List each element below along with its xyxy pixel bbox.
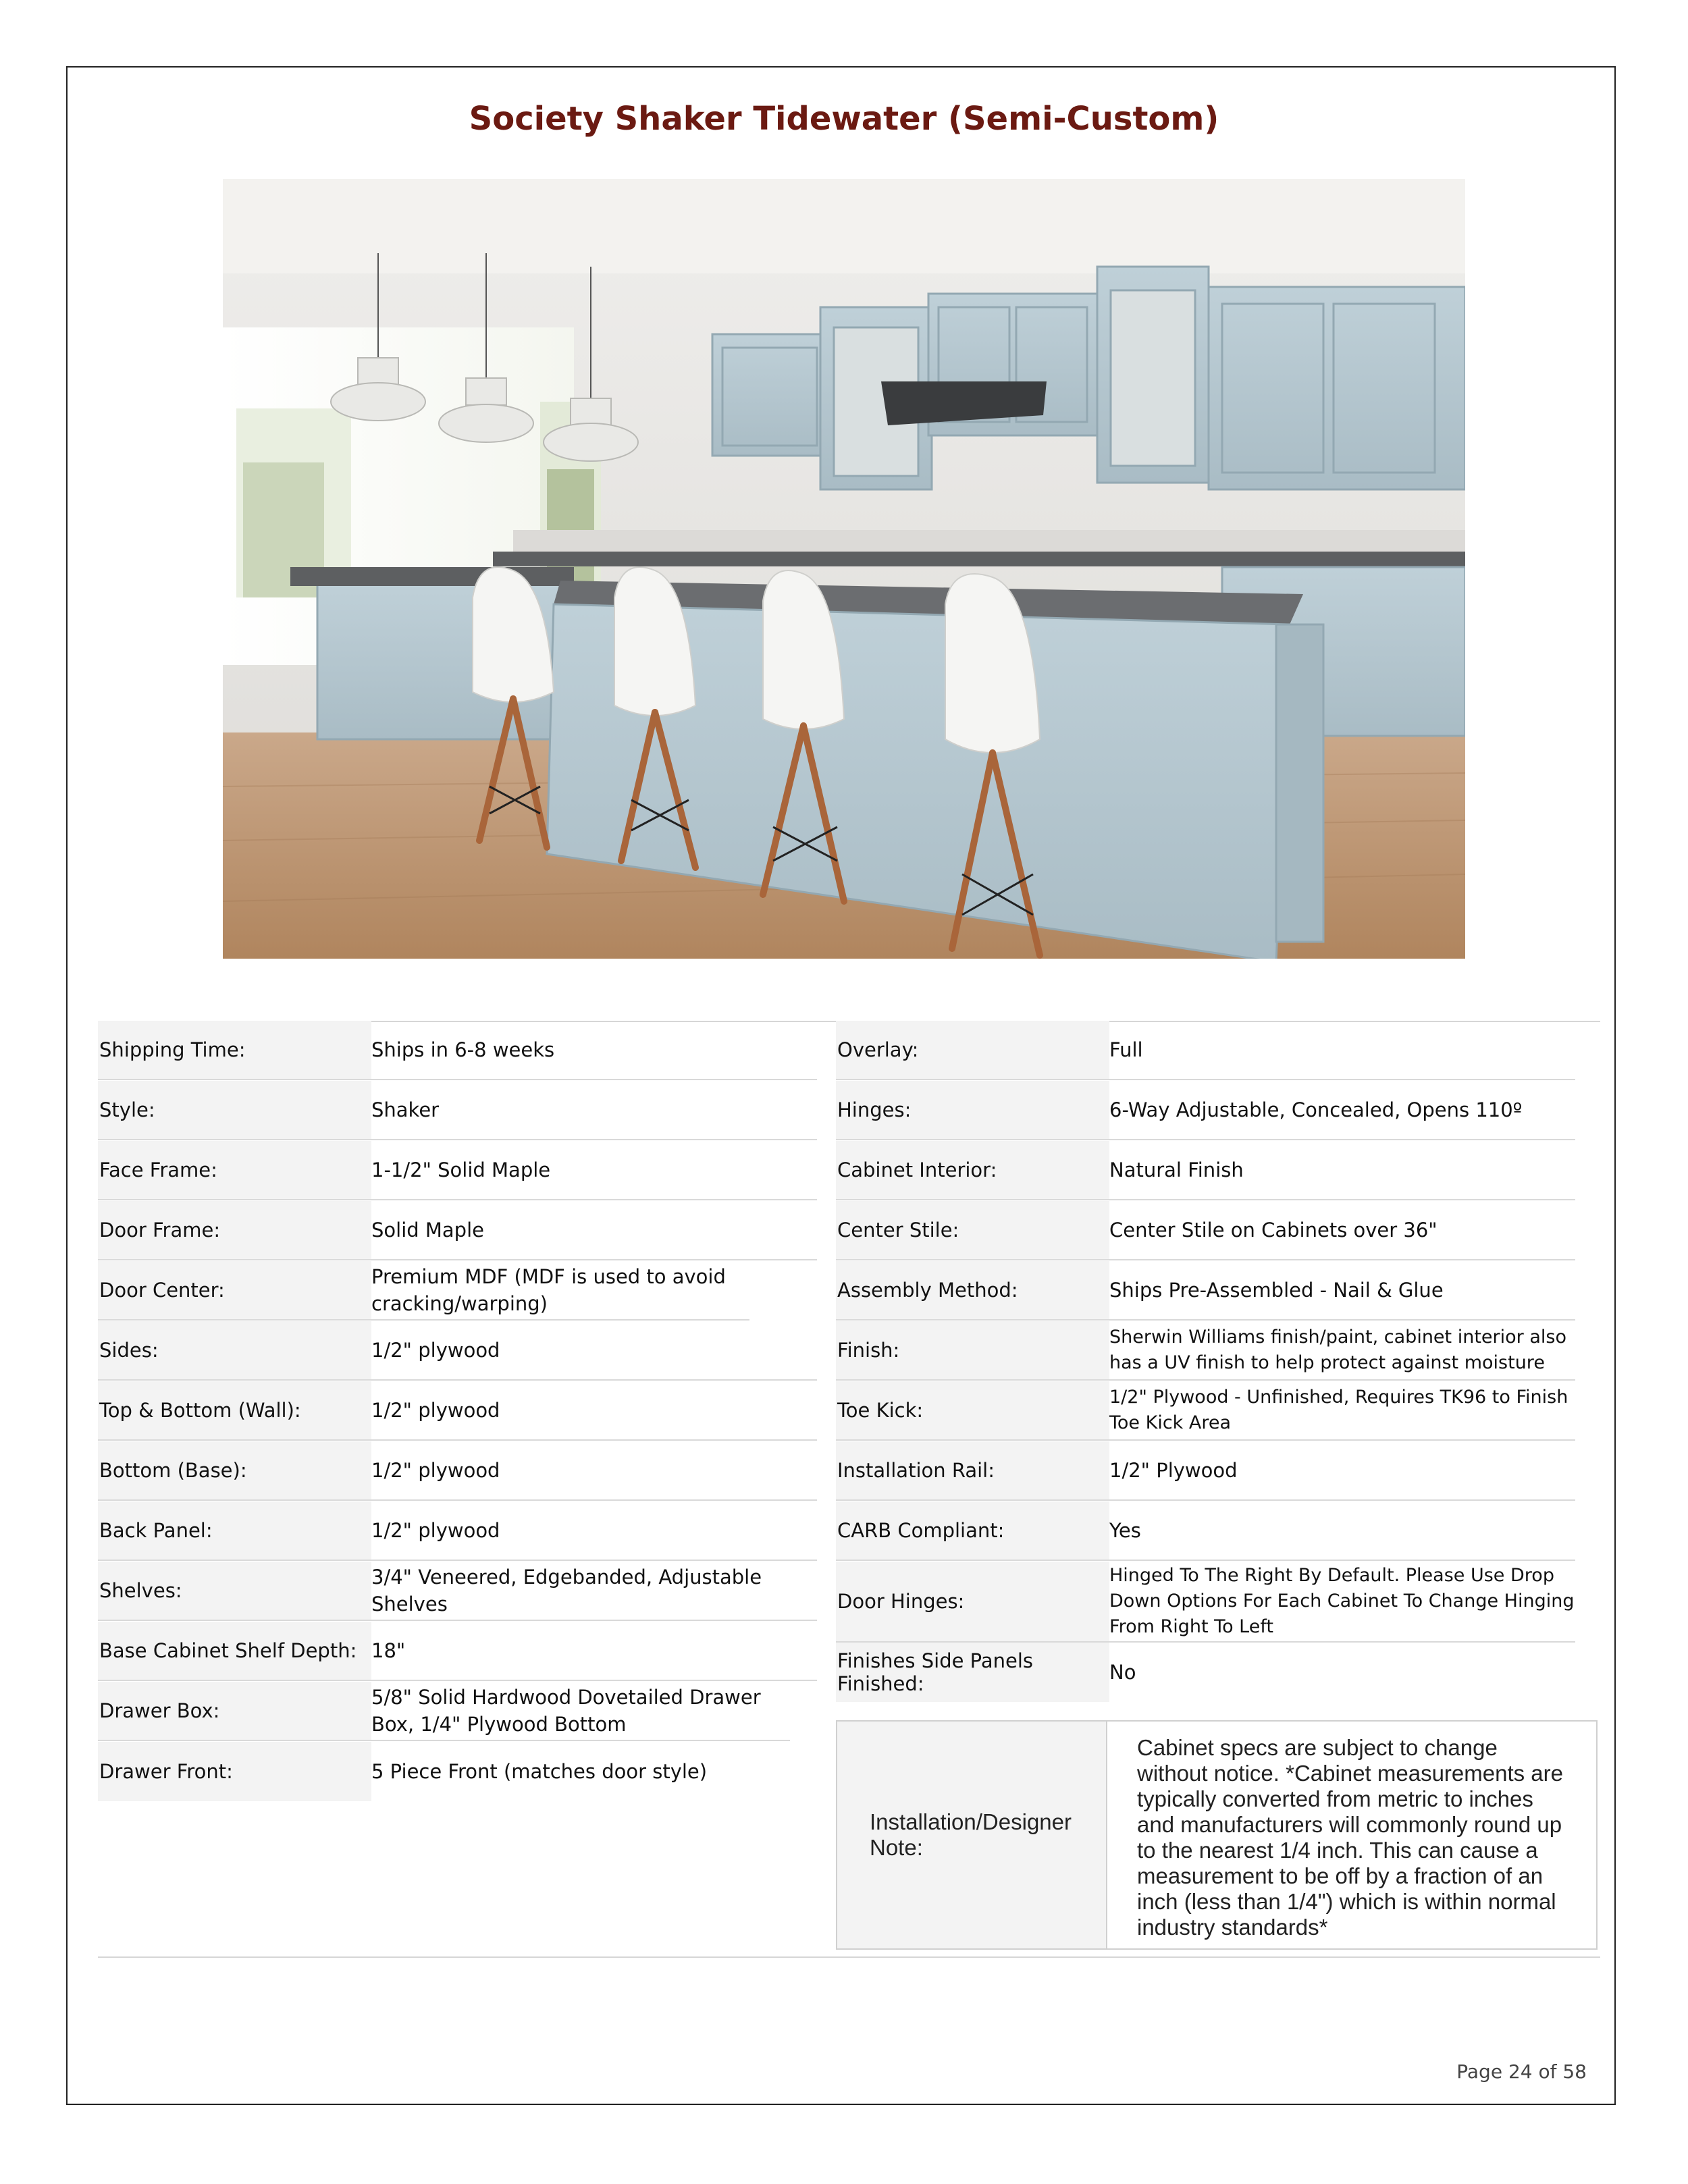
spec-value: 1/2" plywood — [371, 1339, 500, 1362]
spec-label: Shipping Time: — [98, 1021, 371, 1079]
spec-row-finish — [836, 1321, 1575, 1381]
spec-row-assembly-method — [836, 1261, 1575, 1321]
spec-value: Hinged To The Right By Default. Please Use Drop Down Options For Each Cabinet To Change Hinging From Right To Left — [1109, 1565, 1575, 1637]
spec-value: 6-Way Adjustable, Concealed, Opens 110º — [1109, 1098, 1523, 1121]
table-bottom-rule — [98, 1956, 1600, 1958]
spec-row-shipping-time — [98, 1021, 817, 1080]
spec-label: Door Frame: — [98, 1201, 371, 1259]
page-number: Page 24 of 58 — [1456, 2060, 1587, 2083]
spec-value: 1-1/2" Solid Maple — [371, 1158, 551, 1181]
spec-value: Ships Pre-Assembled - Nail & Glue — [1109, 1279, 1444, 1302]
spec-value: Ships in 6-8 weeks — [371, 1038, 555, 1061]
spec-label: Door Hinges: — [836, 1562, 1109, 1641]
spec-label: Top & Bottom (Wall): — [98, 1381, 371, 1439]
spec-row-installation-rail — [836, 1441, 1575, 1501]
spec-label: Installation Rail: — [836, 1441, 1109, 1499]
spec-row-style — [98, 1081, 817, 1140]
spec-label: Bottom (Base): — [98, 1441, 371, 1499]
spec-value: Solid Maple — [371, 1219, 484, 1242]
spec-value: 1/2" Plywood — [1109, 1459, 1238, 1482]
spec-label: Base Cabinet Shelf Depth: — [98, 1622, 371, 1680]
spec-value: Full — [1109, 1038, 1143, 1061]
spec-row-drawer-box — [98, 1682, 790, 1741]
spec-row-door-frame — [98, 1201, 817, 1260]
spec-label: Back Panel: — [98, 1501, 371, 1560]
spec-value: 1/2" plywood — [371, 1459, 500, 1482]
spec-value: 1/2" Plywood - Unfinished, Requires TK96 to Finish Toe Kick Area — [1109, 1387, 1568, 1433]
page-title: Society Shaker Tidewater (Semi-Custom) — [469, 100, 1219, 138]
spec-row-base-shelf-depth — [98, 1622, 817, 1681]
spec-label: Style: — [98, 1081, 371, 1139]
spec-label: Door Center: — [98, 1261, 371, 1319]
spec-label: Sides: — [98, 1321, 371, 1379]
spec-label: Cabinet Interior: — [836, 1141, 1109, 1199]
spec-label: Toe Kick: — [836, 1381, 1109, 1439]
spec-value: Yes — [1109, 1519, 1141, 1542]
spec-row-shelves — [98, 1562, 817, 1621]
spec-value: 5/8" Solid Hardwood Dovetailed Drawer Box, 1/4" Plywood Bottom — [371, 1686, 761, 1736]
spec-label: Assembly Method: — [836, 1261, 1109, 1319]
spec-label: Face Frame: — [98, 1141, 371, 1199]
spec-value: No — [1109, 1661, 1136, 1684]
kitchen-photo — [223, 179, 1465, 959]
spec-label: Drawer Box: — [98, 1682, 371, 1740]
spec-value: 3/4" Veneered, Edgebanded, Adjustable Shelves — [371, 1566, 762, 1616]
spec-label: Hinges: — [836, 1081, 1109, 1139]
spec-label: Center Stile: — [836, 1201, 1109, 1259]
spec-row-drawer-front — [98, 1742, 817, 1801]
spec-label: CARB Compliant: — [836, 1501, 1109, 1560]
note-label: Installation/Designer Note: — [837, 1722, 1107, 1948]
spec-row-bottom-base — [98, 1441, 817, 1501]
spec-row-carb-compliant — [836, 1501, 1575, 1561]
spec-value: 1/2" plywood — [371, 1519, 500, 1542]
spec-row-toe-kick — [836, 1381, 1575, 1441]
spec-value: Sherwin Williams finish/paint, cabinet interior also has a UV finish to help protect against moisture — [1109, 1327, 1566, 1373]
spec-label: Shelves: — [98, 1562, 371, 1620]
spec-value: Center Stile on Cabinets over 36" — [1109, 1219, 1438, 1242]
spec-label: Overlay: — [836, 1021, 1109, 1079]
spec-value: 18" — [371, 1639, 406, 1662]
spec-row-back-panel — [98, 1501, 817, 1561]
spec-label: Drawer Front: — [98, 1742, 371, 1801]
spec-row-cabinet-interior — [836, 1141, 1575, 1200]
spec-row-top-bottom-wall — [98, 1381, 817, 1441]
spec-row-sides — [98, 1321, 817, 1381]
installation-note — [836, 1720, 1598, 1950]
spec-row-face-frame — [98, 1141, 817, 1200]
spec-value: 1/2" plywood — [371, 1399, 500, 1422]
spec-row-overlay — [836, 1021, 1575, 1080]
spec-value: Natural Finish — [1109, 1158, 1244, 1181]
spec-row-door-hinges — [836, 1562, 1575, 1643]
spec-row-hinges — [836, 1081, 1575, 1140]
spec-value: 5 Piece Front (matches door style) — [371, 1760, 708, 1783]
spec-value: Shaker — [371, 1098, 440, 1121]
spec-row-side-panels — [836, 1643, 1150, 1702]
spec-value: Premium MDF (MDF is used to avoid cracking/warping) — [371, 1265, 726, 1315]
spec-row-center-stile — [836, 1201, 1575, 1260]
spec-label: Finish: — [836, 1321, 1109, 1379]
note-text: Cabinet specs are subject to change without notice. *Cabinet measurements are typically converted from metric to inches and manufacturers will commonly round up to the nearest 1/4 inch. This can cause a measurement to be off by a fraction of an inch (less than 1/4") which is within normal industry standards* — [1137, 1735, 1563, 1940]
spec-row-door-center — [98, 1261, 749, 1321]
spec-label: Finishes Side Panels Finished: — [836, 1643, 1109, 1702]
